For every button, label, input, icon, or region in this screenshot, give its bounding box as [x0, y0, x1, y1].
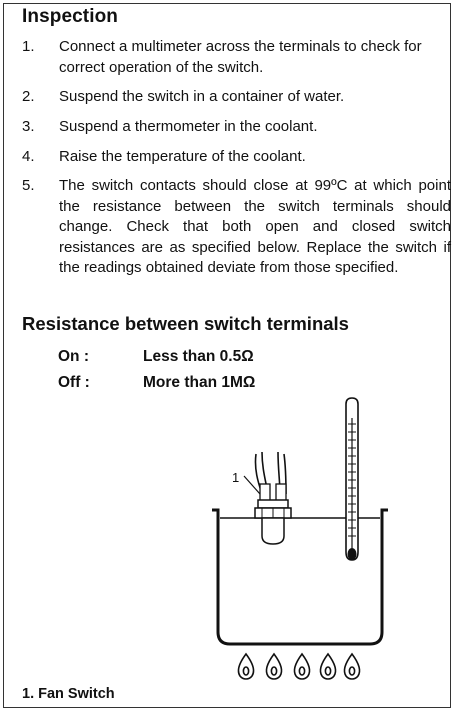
- step-number: 1.: [22, 38, 35, 55]
- step-text: Connect a multimeter across the terminals to check for correct operation of the switch.: [59, 38, 422, 76]
- fan-switch: [244, 452, 291, 544]
- step-text: Suspend a thermometer in the coolant.: [59, 118, 318, 135]
- callout-label: 1: [232, 470, 240, 485]
- thermometer: [346, 398, 358, 560]
- step-text: Raise the temperature of the coolant.: [59, 148, 306, 165]
- resistance-off-value: More than 1MΩ: [143, 374, 256, 391]
- resistance-on-value: Less than 0.5Ω: [143, 348, 254, 365]
- step-number: 2.: [22, 88, 35, 105]
- resistance-off-label: Off :: [58, 374, 90, 391]
- step-text: The switch contacts should close at 99ºC at which point the resistance between the switch terminals should change. Check that both open and closed switch resistances are as specified below. Replace the switch if the readings obtained deviate from those specified.: [59, 177, 451, 276]
- water-container: [212, 510, 388, 644]
- section-heading: Resistance between switch terminals: [22, 313, 349, 334]
- step-number: 5.: [22, 177, 35, 194]
- step-text: Suspend the switch in a container of water.: [59, 88, 345, 105]
- step-number: 4.: [22, 148, 35, 165]
- page-title: Inspection: [22, 6, 119, 27]
- burner-flames: [238, 654, 359, 679]
- step-number: 3.: [22, 118, 35, 135]
- resistance-on-label: On :: [58, 348, 89, 365]
- fan-switch-test-diagram: [200, 394, 400, 684]
- figure-caption: 1. Fan Switch: [22, 686, 115, 702]
